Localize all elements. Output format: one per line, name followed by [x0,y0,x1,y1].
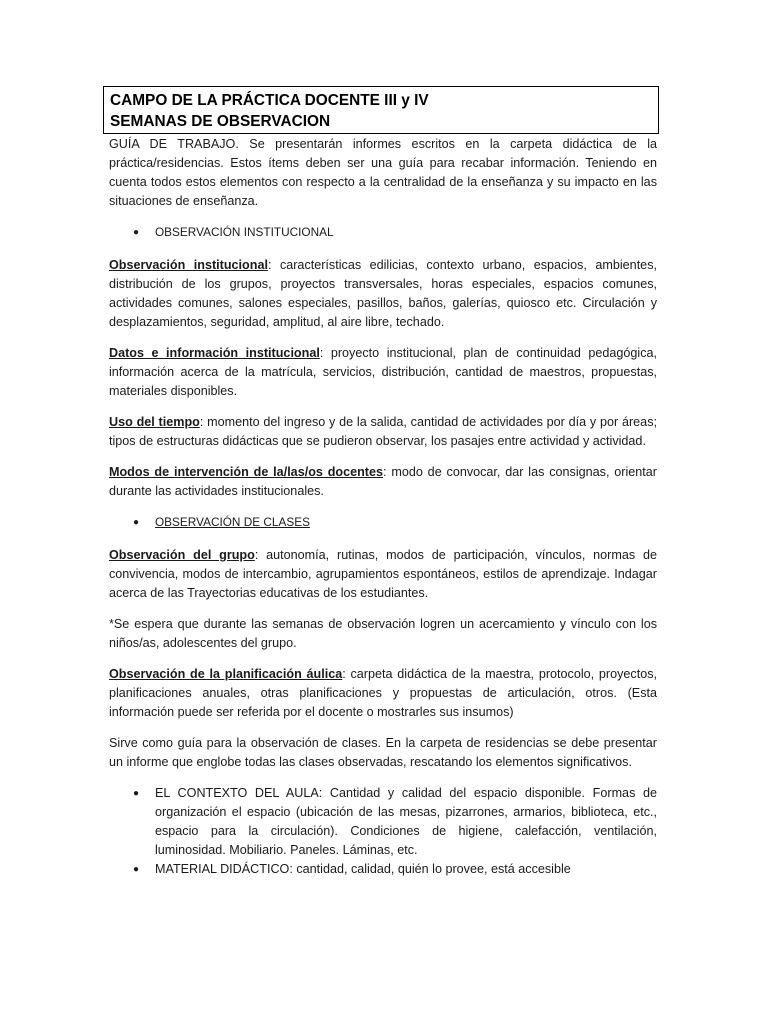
bullet-icon: ● [133,864,140,875]
paragraph-group-observation [109,546,657,603]
paragraph-time-use [109,413,657,451]
term-label: Observación del grupo [109,548,255,562]
paragraph-teacher-intervention [109,463,657,501]
term-label: Observación institucional [109,258,268,272]
paragraph-institutional-observation [109,256,657,332]
paragraph-note: *Se espera que durante las semanas de observación logren un acercamiento y vínculo con los niños/as, adolescentes del grupo. [109,617,657,650]
title-box [103,86,659,134]
paragraph-text: : proyecto institucional, plan de continuidad pedagógica, información acerca de la matrícula, servicios, distribución, cantidad de maestros, propuestas, materiales disponibles. [109,346,657,398]
section-heading-label: OBSERVACIÓN INSTITUCIONAL [155,225,334,239]
term-label: Observación de la planificación áulica [109,667,343,681]
paragraph-text: : modo de convocar, dar las consignas, orientar durante las actividades institucionales. [109,465,657,498]
bullet-icon: ● [133,788,140,799]
paragraph-institutional-data [109,344,657,401]
paragraph-text: : características edilicias, contexto urbano, espacios, ambientes, distribución de los grupos, proyectos transversales, horas especiales, espacios comunes, actividades comunes, salones especiales, pasillos, baños, galerías, quiosco etc. Circulación y desplazamientos, seguridad, amplitud, al aire libre, techado. [109,258,657,329]
section-heading-label: OBSERVACIÓN DE CLASES [155,515,310,529]
section-heading-institutional [109,223,657,242]
list-item [109,860,657,879]
bullet-icon: ● [133,227,140,238]
paragraph-guide: Sirve como guía para la observación de clases. En la carpeta de residencias se debe presentar un informe que englobe todas las clases observadas, rescatando los elementos significativos. [109,736,657,769]
intro-paragraph: GUÍA DE TRABAJO. Se presentarán informes escritos en la carpeta didáctica de la práctica/residencias. Estos ítems deben ser una guía para recabar información. Teniendo en cuenta todos estos elementos con respecto a la centralidad de la enseñanza y su impacto en las situaciones de enseñanza. [109,137,657,208]
paragraph-planning-observation [109,665,657,722]
paragraph-text: : autonomía, rutinas, modos de participación, vínculos, normas de convivencia, modos de intercambio, agrupamientos espontáneos, estilos de aprendizaje. Indagar acerca de las Trayectorias educativas de los estudiantes. [109,548,657,600]
list-item [109,784,657,860]
paragraph-text: : carpeta didáctica de la maestra, protocolo, proyectos, planificaciones anuales, otras planificaciones y propuestas de articulación, otros. (Esta información puede ser referida por el docente o mostrarles sus insumos) [109,667,657,719]
paragraph-text: : momento del ingreso y de la salida, cantidad de actividades por día y por áreas; tipos de estructuras didácticas que se pudieron observar, los pasajes entre actividad y actividad. [109,415,657,448]
term-label: Modos de intervención de la/las/os docentes [109,465,384,479]
document-title: CAMPO DE LA PRÁCTICA DOCENTE III y IV [110,92,429,109]
document-subtitle: SEMANAS DE OBSERVACION [110,113,331,130]
list-item-text: EL CONTEXTO DEL AULA: Cantidad y calidad del espacio disponible. Formas de organización el espacio (ubicación de las mesas, pizarrones, armarios, biblioteca, etc., espacio para la circulación). Condiciones de higiene, calefacción, ventilación, luminosidad. Mobiliario. Paneles. Láminas, etc. [155,786,657,857]
section-heading-classes [109,513,657,532]
observation-items-list [109,784,657,879]
document-body [109,135,657,879]
list-item-text: MATERIAL DIDÁCTICO: cantidad, calidad, quién lo provee, está accesible [155,862,571,876]
term-label: Datos e información institucional [109,346,320,360]
bullet-icon: ● [133,517,140,528]
term-label: Uso del tiempo [109,415,200,429]
